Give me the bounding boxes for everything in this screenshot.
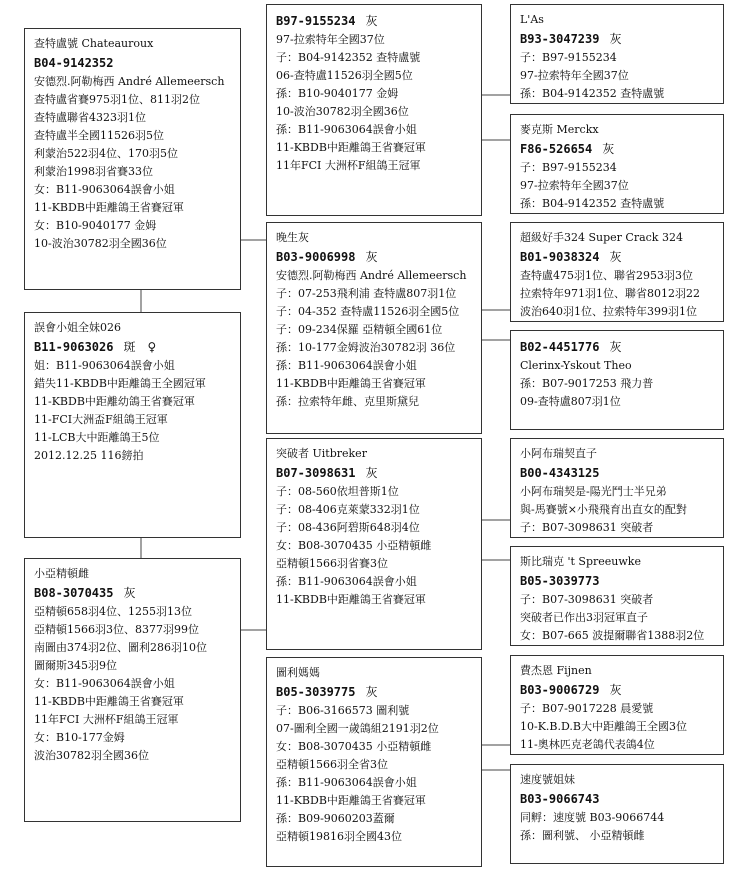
- record-line: 與-馬賽號×小飛飛育出直女的配對: [520, 503, 687, 516]
- ring-number-line: [520, 571, 715, 591]
- ring-number: B03-9006998: [276, 250, 356, 264]
- sex-color-label: 灰: [365, 250, 378, 264]
- record-line: 孫：B10-9040177 金姆: [276, 87, 399, 100]
- record-line: 小阿布瑞契是-陽光鬥士半兄弟: [520, 485, 667, 498]
- sex-color-label: 灰: [602, 142, 615, 156]
- record-line: 11-FCI大洲盃F組鴿王冠軍: [34, 413, 168, 426]
- ring-number-line: [520, 337, 715, 357]
- bird-name: 超級好手324 Super Crack 324: [520, 231, 683, 244]
- bird-name: 圖利媽媽: [276, 666, 320, 679]
- record-line: 女：B08-3070435 小亞精頓雌: [276, 539, 432, 552]
- ring-number: B00-4343125: [520, 466, 600, 480]
- record-line: 孫：圖利號、 小亞精頓雌: [520, 829, 645, 842]
- record-line: 波治640羽1位、拉索特年399羽1位: [520, 305, 697, 318]
- ring-number: B08-3070435: [34, 586, 114, 600]
- record-line: 11-KBDB中距離鴿王省賽冠軍: [276, 593, 426, 606]
- record-line: 突破者已作出3羽冠軍直子: [520, 611, 648, 624]
- sex-color-label: 灰: [365, 685, 378, 699]
- record-line: 圖爾斯345羽9位: [34, 659, 117, 672]
- ring-number: B04-9142352: [34, 56, 114, 70]
- sex-color-label: 灰: [609, 250, 622, 264]
- bird-name: 斯比瑞克 't Spreeuwke: [520, 555, 641, 568]
- ring-number: F86-526654: [520, 142, 593, 156]
- bird-name: 突破者 Uitbreker: [276, 447, 367, 460]
- ring-number-line: [34, 583, 232, 603]
- ring-number-line: [520, 247, 715, 267]
- ring-number: B11-9063026: [34, 340, 114, 354]
- record-line: 10-波治30782羽全國36位: [34, 237, 167, 250]
- card-mmm: [510, 764, 724, 864]
- ring-number-line: [520, 789, 715, 809]
- ring-number: B01-9038324: [520, 250, 600, 264]
- record-line: 亞精頓19816羽全國43位: [276, 830, 402, 843]
- record-line: 女：B10-9040177 金姆: [34, 219, 157, 232]
- bird-name: L'As: [520, 13, 544, 26]
- record-line: 子：08-406克萊蒙332羽1位: [276, 503, 420, 516]
- record-line: 11-LCB大中距離鴿王5位: [34, 431, 160, 444]
- record-line: 女：B10-177金姆: [34, 731, 125, 744]
- record-line: 同孵：速度號 B03-9066744: [520, 811, 665, 824]
- ring-number-line: [520, 139, 715, 159]
- record-line: 女：B11-9063064誤會小姐: [34, 183, 175, 196]
- record-line: 亞精頓658羽4位、1255羽13位: [34, 605, 192, 618]
- record-line: Clerinx-Yskout Theo: [520, 359, 632, 372]
- record-line: 11年FCI 大洲杯F組鴿王冠軍: [34, 713, 179, 726]
- record-line: 孫：B09-9060203蓋爾: [276, 812, 395, 825]
- record-line: 亞精頓1566羽省賽3位: [276, 557, 388, 570]
- record-line: 子：B07-3098631 突破者: [520, 593, 654, 606]
- record-line: 子：09-234保羅 亞精頓全國61位: [276, 323, 443, 336]
- bird-name: 小亞精頓雌: [34, 567, 89, 580]
- record-line: 查特盧聯省4323羽1位: [34, 111, 146, 124]
- sex-color-label: 灰: [365, 14, 378, 28]
- record-line: 安德烈.阿勒梅西 André Allemeersch: [34, 75, 225, 88]
- ring-number-line: [520, 29, 715, 49]
- card-mmf: [510, 655, 724, 755]
- record-line: 女：B08-3070435 小亞精頓雌: [276, 740, 432, 753]
- ring-number-line: [520, 680, 715, 700]
- record-line: 孫：B11-9063064誤會小姐: [276, 123, 417, 136]
- ring-number-line: [34, 53, 232, 73]
- sex-color-label: 灰: [365, 466, 378, 480]
- record-line: 11-KBDB中距離鴿王省賽冠軍: [276, 794, 426, 807]
- record-line: 2012.12.25 116鎊拍: [34, 449, 144, 462]
- record-line: 子：07-253飛利浦 查特盧807羽1位: [276, 287, 457, 300]
- card-fm: [266, 222, 482, 434]
- ring-number-line: [276, 463, 473, 483]
- record-line: 10-波治30782羽全國36位: [276, 105, 409, 118]
- bird-name: 費杰恩 Fijnen: [520, 664, 592, 677]
- record-line: 09-查特盧807羽1位: [520, 395, 621, 408]
- record-line: 11年FCI 大洲杯F組鴿王冠軍: [276, 159, 421, 172]
- card-fmf: [510, 222, 724, 322]
- record-line: 11-KBDB中距離鴿王省賽冠軍: [276, 141, 426, 154]
- record-line: 子：B97-9155234: [520, 51, 617, 64]
- card-hen: [24, 312, 241, 538]
- card-father: [24, 28, 241, 290]
- card-mff: [510, 438, 724, 538]
- record-line: 亞精頓1566羽全省3位: [276, 758, 388, 771]
- record-line: 孫：B07-9017253 飛力普: [520, 377, 654, 390]
- card-mfm: [510, 546, 724, 646]
- card-mother: [24, 558, 241, 822]
- ring-number: B03-9006729: [520, 683, 600, 697]
- card-ff: [266, 4, 482, 216]
- record-line: 子：B06-3166573 圖利號: [276, 704, 410, 717]
- record-line: 查特盧省賽975羽1位、811羽2位: [34, 93, 200, 106]
- ring-number: B05-3039773: [520, 574, 600, 588]
- record-line: 女：B11-9063064誤會小姐: [34, 677, 175, 690]
- record-line: 女：B07-665 波提爾聯省1388羽2位: [520, 629, 705, 642]
- ring-number: B07-3098631: [276, 466, 356, 480]
- card-fmm: [510, 330, 724, 430]
- record-line: 子：B04-9142352 查特盧號: [276, 51, 421, 64]
- bird-name: 誤會小姐全妹026: [34, 321, 121, 334]
- ring-number-line: [520, 463, 715, 483]
- bird-name: 查特盧號 Chateauroux: [34, 37, 154, 50]
- record-line: 孫：B04-9142352 查特盧號: [520, 197, 665, 210]
- record-line: 利蒙治1998羽省賽33位: [34, 165, 153, 178]
- ring-number-line: [34, 337, 232, 357]
- record-line: 子：B07-9017228 晨愛號: [520, 702, 654, 715]
- sex-color-label: 灰: [609, 683, 622, 697]
- sex-color-label: 灰: [609, 32, 622, 46]
- record-line: 波治30782羽全國36位: [34, 749, 149, 762]
- record-line: 07-圖利全國一歲鴿組2191羽2位: [276, 722, 439, 735]
- record-line: 孫：10-177金姆波治30782羽 36位: [276, 341, 456, 354]
- record-line: 孫：B11-9063064誤會小姐: [276, 575, 417, 588]
- record-line: 亞精頓1566羽3位、8377羽99位: [34, 623, 199, 636]
- record-line: 查特盧475羽1位、聯省2953羽3位: [520, 269, 693, 282]
- record-line: 11-奧林匹克老鴿代表鴿4位: [520, 738, 655, 751]
- card-mf: [266, 438, 482, 650]
- record-line: 姐：B11-9063064誤會小姐: [34, 359, 175, 372]
- record-line: 查特盧半全國11526羽5位: [34, 129, 164, 142]
- ring-number: B97-9155234: [276, 14, 356, 28]
- record-line: 安德烈.阿勒梅西 André Allemeersch: [276, 269, 467, 282]
- record-line: 利蒙治522羽4位、170羽5位: [34, 147, 178, 160]
- record-line: 06-查特盧11526羽全國5位: [276, 69, 413, 82]
- record-line: 10-K.B.D.B大中距離鴿王全國3位: [520, 720, 688, 733]
- sex-color-label: 斑 ♀: [123, 340, 157, 354]
- record-line: 97-拉索特年全國37位: [520, 179, 629, 192]
- bird-name: 晚生灰: [276, 231, 309, 244]
- record-line: 11-KBDB中距離鴿王省賽冠軍: [34, 201, 184, 214]
- card-ffm: [510, 114, 724, 214]
- ring-number-line: [276, 682, 473, 702]
- bird-name: 小阿布瑞契直子: [520, 447, 597, 460]
- record-line: 11-KBDB中距離幼鴿王省賽冠軍: [34, 395, 195, 408]
- record-line: 子：08-436阿碧斯648羽4位: [276, 521, 420, 534]
- record-line: 97-拉索特年全國37位: [520, 69, 629, 82]
- record-line: 11-KBDB中距離鴿王省賽冠軍: [276, 377, 426, 390]
- bird-name: 速度號姐妹: [520, 773, 575, 786]
- record-line: 子：B97-9155234: [520, 161, 617, 174]
- card-mm: [266, 657, 482, 867]
- record-line: 11-KBDB中距離鴿王省賽冠軍: [34, 695, 184, 708]
- ring-number: B05-3039775: [276, 685, 356, 699]
- record-line: 孫：B11-9063064誤會小姐: [276, 359, 417, 372]
- record-line: 子：04-352 查特盧11526羽全國5位: [276, 305, 460, 318]
- record-line: 南圖由374羽2位、圖利286羽10位: [34, 641, 207, 654]
- sex-color-label: 灰: [609, 340, 622, 354]
- record-line: 錯失11-KBDB中距離鴿王全國冠軍: [34, 377, 206, 390]
- card-fff: [510, 4, 724, 104]
- ring-number: B02-4451776: [520, 340, 600, 354]
- record-line: 97-拉索特年全國37位: [276, 33, 385, 46]
- bird-name: 麥克斯 Merckx: [520, 123, 599, 136]
- record-line: 子：B07-3098631 突破者: [520, 521, 654, 534]
- ring-number-line: [276, 247, 473, 267]
- record-line: 孫：B04-9142352 查特盧號: [520, 87, 665, 100]
- ring-number: B03-9066743: [520, 792, 600, 806]
- record-line: 子：08-560依坦普斯1位: [276, 485, 399, 498]
- ring-number-line: [276, 11, 473, 31]
- sex-color-label: 灰: [123, 586, 136, 600]
- record-line: 孫：B11-9063064誤會小姐: [276, 776, 417, 789]
- ring-number: B93-3047239: [520, 32, 600, 46]
- record-line: 孫：拉索特年雌、克里斯黛兒: [276, 395, 419, 408]
- record-line: 拉索特年971羽1位、聯省8012羽22: [520, 287, 700, 300]
